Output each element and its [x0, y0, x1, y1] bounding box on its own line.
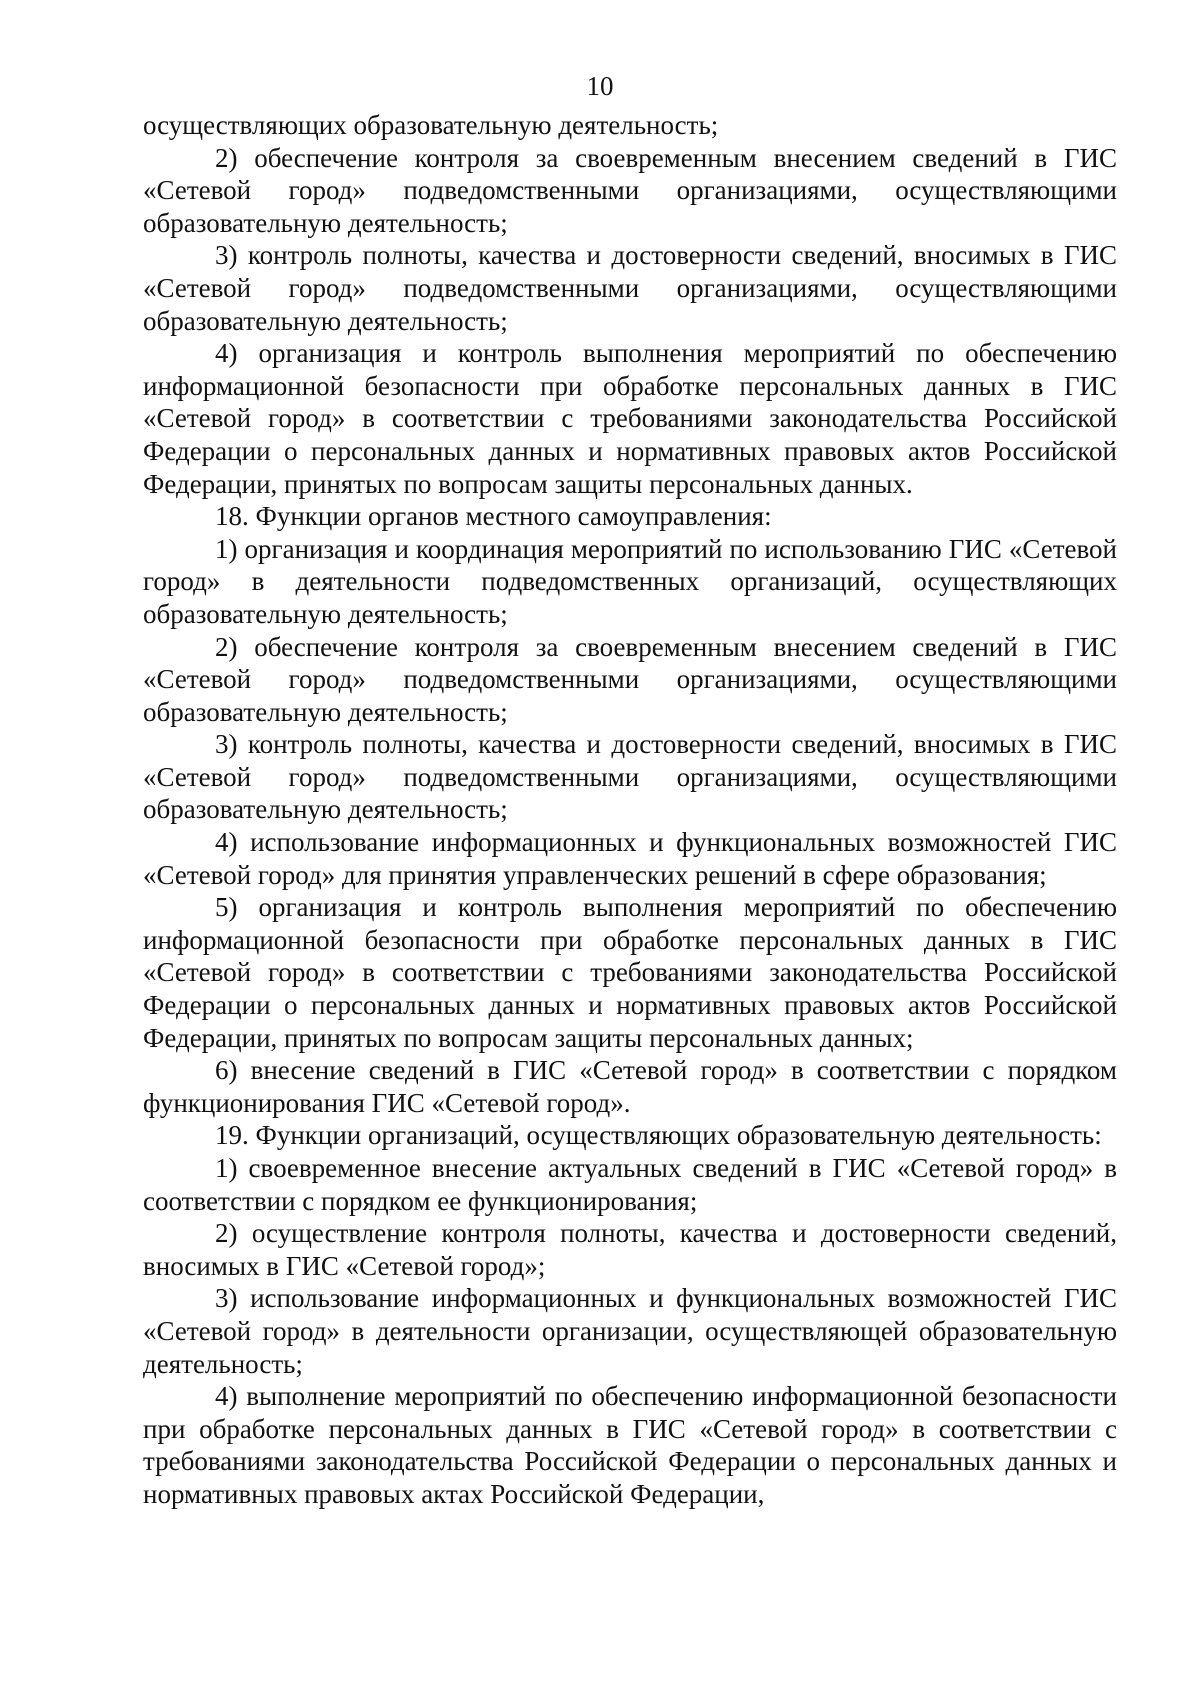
paragraph: 4) выполнение мероприятий по обеспечению информационной безопасности при обработке персональных данных в ГИС «Сетевой город» в соответствии с требованиями законодательства Российской Федерации о персональных данных и нормативных правовых актах Российской Федерации, [143, 1381, 1117, 1509]
paragraph: 5) организация и контроль выполнения мероприятий по обеспечению информационной безопасности при обработке персональных данных в ГИС «Сетевой город» в соответствии с требованиями законодательства Российской Федерации о персональных данных и нормативных правовых актов Российской Федерации, принятых по вопросам защиты персональных данных; [143, 892, 1117, 1053]
paragraph: 2) обеспечение контроля за своевременным внесением сведений в ГИС «Сетевой город» подведомственными организациями, осуществляющими образовательную деятельность; [143, 142, 1117, 238]
paragraph: 6) внесение сведений в ГИС «Сетевой город» в соответствии с порядком функционирования ГИС «Сетевой город». [143, 1055, 1117, 1118]
paragraph: 1) своевременное внесение актуальных сведений в ГИС «Сетевой город» в соответствии с порядком ее функционирования; [143, 1153, 1117, 1216]
paragraph: 3) контроль полноты, качества и достоверности сведений, вносимых в ГИС «Сетевой город» подведомственными организациями, осуществляющими образовательную деятельность; [143, 729, 1117, 825]
paragraph: 18. Функции органов местного самоуправления: [215, 501, 772, 532]
paragraph: осуществляющих образовательную деятельность; [143, 110, 719, 140]
page-number: 10 [586, 71, 614, 101]
paragraph: 3) использование информационных и функциональных возможностей ГИС «Сетевой город» в деятельности организации, осуществляющей образовательную деятельность; [143, 1283, 1117, 1379]
paragraph: 1) организация и координация мероприятий по использованию ГИС «Сетевой город» в деятельности подведомственных организаций, осуществляющих образовательную деятельность; [143, 533, 1117, 629]
document-body [143, 109, 1117, 1511]
paragraph: 2) осуществление контроля полноты, качества и достоверности сведений, вносимых в ГИС «Сетевой город»; [143, 1218, 1117, 1281]
paragraph: 2) обеспечение контроля за своевременным внесением сведений в ГИС «Сетевой город» подведомственными организациями, осуществляющими образовательную деятельность; [143, 631, 1117, 727]
paragraph: 4) организация и контроль выполнения мероприятий по обеспечению информационной безопасности при обработке персональных данных в ГИС «Сетевой город» в соответствии с требованиями законодательства Российской Федерации о персональных данных и нормативных правовых актов Российской Федерации, принятых по вопросам защиты персональных данных. [143, 338, 1117, 499]
paragraph: 3) контроль полноты, качества и достоверности сведений, вносимых в ГИС «Сетевой город» подведомственными организациями, осуществляющими образовательную деятельность; [143, 240, 1117, 336]
paragraph: 4) использование информационных и функциональных возможностей ГИС «Сетевой город» для принятия управленческих решений в сфере образования; [143, 827, 1117, 890]
paragraph: 19. Функции организаций, осуществляющих образовательную деятельность: [215, 1120, 1102, 1151]
